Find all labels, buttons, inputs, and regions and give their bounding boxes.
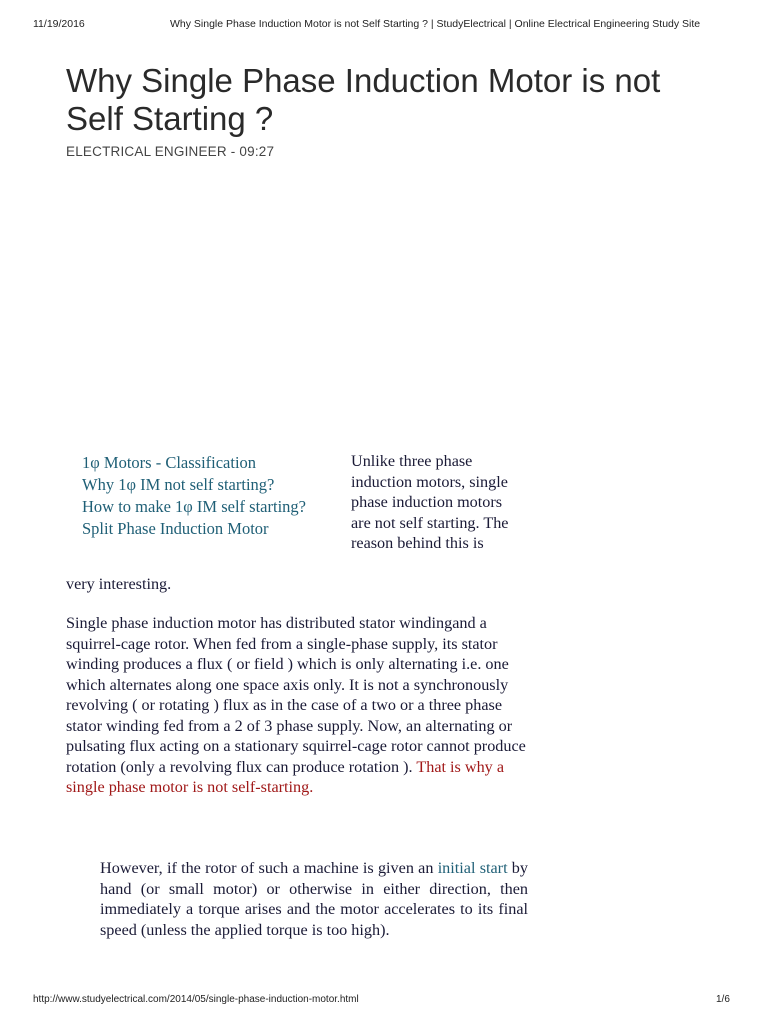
article-title: Why Single Phase Induction Motor is not Self Starting ?: [66, 62, 661, 137]
toc-link-classification[interactable]: 1φ Motors - Classification: [82, 453, 257, 472]
toc-link-not-self-starting[interactable]: Why 1φ IM not self starting?: [82, 475, 275, 494]
initial-start-paragraph: [100, 858, 528, 940]
toc-link-make-self-starting[interactable]: How to make 1φ IM self starting?: [82, 497, 306, 516]
quote-text-before: However, if the rotor of such a machine is given an: [100, 859, 438, 877]
table-of-contents: [82, 452, 306, 540]
intro-text-continued: very interesting.: [66, 575, 172, 593]
initial-start-link[interactable]: initial start: [437, 859, 508, 877]
print-page-title: Why Single Phase Induction Motor is not Self Starting ? | StudyElectrical | Online Electrical Engineering Study Site: [170, 18, 701, 30]
quote-text-after: by hand (or small motor) or otherwise in either direction, then immediately a torque arises and the motor accelerates to its final speed (unless the applied torque is too high).: [100, 859, 528, 939]
body-paragraph: [66, 613, 536, 798]
body-paragraph-text: Single phase induction motor has distributed stator windingand a squirrel-cage rotor. When fed from a single-phase supply, its stator winding produces a flux ( or field ) which is only alternating i.e. one which alternates along one space axis only. It is not a synchronously revolving ( or rotating ) flux as in the case of a two or a three phase stator winding fed from a 2 of 3 phase supply. Now, an alternating or pulsating flux acting on a stationary squirrel-cage rotor cannot produce rotation (only a revolving flux can produce rotation ).: [66, 614, 526, 776]
print-url: http://www.studyelectrical.com/2014/05/single-phase-induction-motor.html: [33, 994, 359, 1005]
conclusion-highlight: That is why a single phase motor is not self-starting.: [66, 757, 505, 796]
intro-text: Unlike three phase induction motors, single phase induction motors are not self starting. The reason behind this is: [351, 452, 509, 552]
article-byline: ELECTRICAL ENGINEER - 09:27: [66, 144, 275, 159]
print-date: 11/19/2016: [33, 18, 85, 30]
toc-link-split-phase[interactable]: Split Phase Induction Motor: [82, 519, 269, 538]
page-number: 1/6: [716, 994, 730, 1005]
